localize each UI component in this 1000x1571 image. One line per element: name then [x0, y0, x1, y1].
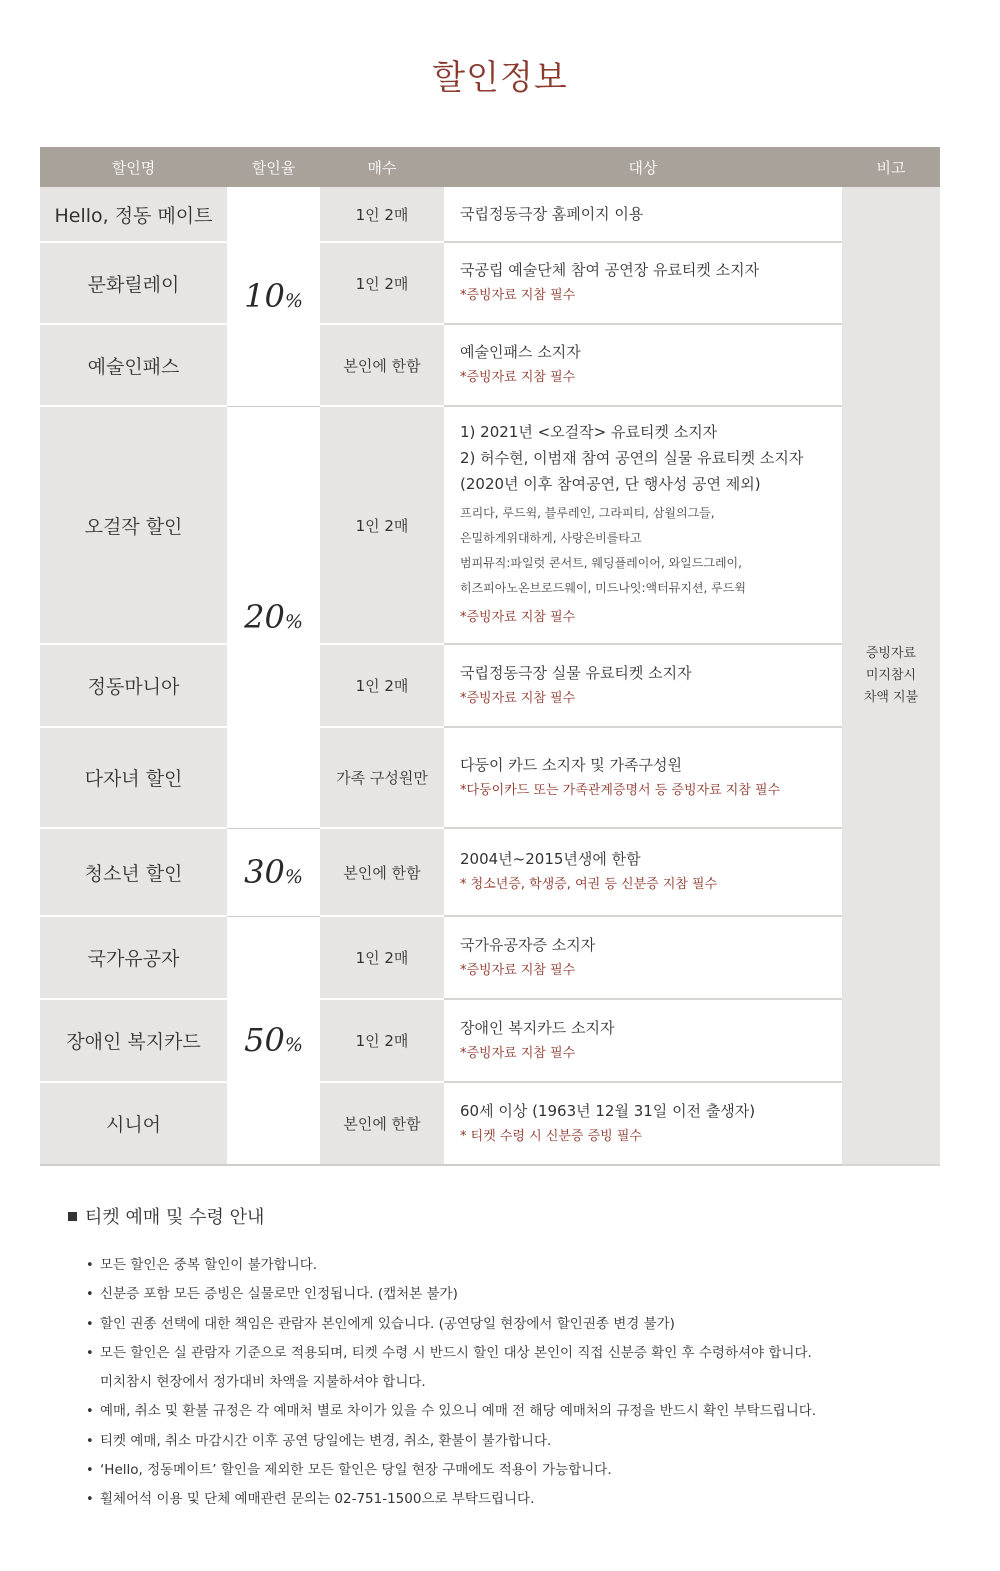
- table-row: [40, 727, 940, 828]
- rate-unit: %: [284, 611, 303, 633]
- page-title: 할인정보: [432, 58, 568, 98]
- required-note: * 티켓 수령 시 신분증 증빙 필수: [460, 1128, 642, 1144]
- ticket-count: 1인 2매: [320, 644, 444, 727]
- ticket-count: 1인 2매: [320, 187, 444, 242]
- guide-item-text: ‘Hello, 정동메이트’ 할인을 제외한 모든 할인은 당일 현장 구매에도 적용이 가능합니다.: [100, 1462, 612, 1479]
- guide-item-text: 모든 할인은 실 관람자 기준으로 적용되며, 티켓 수령 시 반드시 할인 대상 본인이 직접 신분증 확인 후 수령하셔야 합니다.: [100, 1344, 812, 1361]
- discount-name: 문화릴레이: [40, 242, 227, 324]
- rate-unit: %: [284, 866, 303, 888]
- guide-item-text: 티켓 예매, 취소 마감시간 이후 공연 당일에는 변경, 취소, 환불이 불가합니다.: [100, 1432, 552, 1449]
- guide-item-text: 할인 권종 선택에 대한 책임은 관람자 본인에게 있습니다. (공연당일 현장에서 할인권종 변경 불가): [100, 1315, 675, 1332]
- rate-10: [227, 187, 320, 406]
- remark-line: 증빙자료: [865, 645, 917, 661]
- target-line: (2020년 이후 참여공연, 단 행사성 공연 제외): [460, 475, 761, 493]
- ticket-count: 1인 2매: [320, 406, 444, 644]
- table-row: [40, 242, 940, 324]
- rate-50: [227, 916, 320, 1165]
- target-cell: [444, 187, 842, 242]
- ticket-count: 본인에 한함: [320, 828, 444, 916]
- target-cell: [444, 828, 842, 916]
- table-row: [40, 324, 940, 406]
- discount-table: [40, 147, 940, 1166]
- bullet-icon: •: [86, 1287, 94, 1303]
- rate-unit: %: [284, 1034, 303, 1057]
- table-row: [40, 999, 940, 1082]
- table-row: [40, 916, 940, 999]
- discount-name: Hello, 정동 메이트: [40, 187, 227, 242]
- required-note: *다둥이카드 또는 가족관계증명서 등 증빙자료 지참 필수: [460, 782, 781, 798]
- list-item: [86, 1339, 948, 1368]
- target-cell: [444, 406, 842, 644]
- target-cell: [444, 644, 842, 727]
- target-line: 예술인패스 소지자: [460, 343, 581, 361]
- list-item: [86, 1280, 948, 1309]
- required-note: *증빙자료 지참 필수: [460, 1045, 576, 1061]
- target-cell: [444, 999, 842, 1082]
- square-bullet-icon: [68, 1212, 77, 1221]
- bullet-icon: •: [86, 1433, 94, 1449]
- remark-cell: [842, 187, 940, 1165]
- guide-item-text: 휠체어석 이용 및 단체 예매관련 문의는 02-751-1500으로 부탁드립니다.: [100, 1491, 535, 1508]
- guide-item-text: 예매, 취소 및 환불 규정은 각 예매처 별로 차이가 있을 수 있으니 예매 전 해당 예매처의 규정을 반드시 확인 부탁드립니다.: [100, 1403, 817, 1420]
- table-row: [40, 1082, 940, 1165]
- required-note: *증빙자료 지참 필수: [460, 962, 576, 978]
- list-item: [86, 1456, 948, 1485]
- target-line: 국공립 예술단체 참여 공연장 유료티켓 소지자: [460, 261, 760, 279]
- table-header-row: [40, 147, 940, 187]
- rate-20: [227, 406, 320, 828]
- ticket-count: 1인 2매: [320, 999, 444, 1082]
- bullet-icon: •: [86, 1492, 94, 1508]
- bullet-icon: •: [86, 1463, 94, 1479]
- target-cell: [444, 242, 842, 324]
- bullet-icon: •: [86, 1258, 94, 1273]
- rate-number: 20: [244, 598, 285, 636]
- bullet-icon: •: [86, 1345, 94, 1361]
- required-note: *증빙자료 지참 필수: [460, 370, 576, 385]
- table-row: [40, 406, 940, 644]
- remark-line: 차액 지불: [863, 689, 919, 705]
- ticket-count: 본인에 한함: [320, 1082, 444, 1165]
- bullet-icon: •: [86, 1316, 94, 1332]
- rate-number: 10: [244, 277, 285, 316]
- show-list-line: 히즈피아노온브로드웨이, 미드나잇:액터뮤지션, 루드윅: [460, 581, 746, 595]
- header-rate: 할인율: [227, 147, 320, 187]
- list-item: [86, 1251, 948, 1280]
- target-cell: [444, 727, 842, 828]
- guide-item-text: 미치참시 현장에서 정가대비 차액을 지불하셔야 합니다.: [100, 1374, 426, 1391]
- header-name: 할인명: [40, 147, 227, 187]
- ticket-count: 본인에 한함: [320, 324, 444, 406]
- rate-number: 50: [244, 1021, 285, 1060]
- target-line: 국립정동극장 실물 유료티켓 소지자: [460, 663, 692, 682]
- discount-name: 국가유공자: [40, 916, 227, 999]
- discount-name: 정동마니아: [40, 644, 227, 727]
- guide-title: [68, 1203, 948, 1229]
- required-note: *증빙자료 지참 필수: [460, 610, 576, 625]
- table-row: [40, 644, 940, 727]
- required-note: *증빙자료 지참 필수: [460, 690, 576, 706]
- target-cell: [444, 324, 842, 406]
- discount-name: 청소년 할인: [40, 828, 227, 916]
- table-row: [40, 187, 940, 242]
- list-item: [86, 1310, 948, 1339]
- target-line: 국립정동극장 홈페이지 이용: [460, 205, 644, 223]
- header-count: 매수: [320, 147, 444, 187]
- list-item: [86, 1485, 948, 1514]
- discount-name: 예술인패스: [40, 324, 227, 406]
- target-line: 60세 이상 (1963년 12월 31일 이전 출생자): [460, 1101, 756, 1120]
- target-cell: [444, 1082, 842, 1165]
- target-line: 2) 허수현, 이범재 참여 공연의 실물 유료티켓 소지자: [460, 449, 804, 467]
- discount-name: 다자녀 할인: [40, 727, 227, 828]
- show-list-line: 범피뮤직:파일럿 콘서트, 웨딩플레이어, 와일드그레이,: [460, 556, 742, 570]
- show-list-line: 프리다, 루드윅, 블루레인, 그라피티, 삼월의그들,: [460, 506, 715, 520]
- bullet-icon: •: [86, 1404, 94, 1420]
- remark-line: 미지참시: [865, 667, 917, 683]
- rate-unit: %: [284, 290, 303, 313]
- header-note: 비고: [842, 147, 940, 187]
- guide-title-text: 티켓 예매 및 수령 안내: [85, 1207, 265, 1228]
- show-list-line: 은밀하게위대하게, 사랑은비를타고: [460, 531, 642, 545]
- target-line: 1) 2021년 <오걸작> 유료티켓 소지자: [460, 423, 718, 441]
- discount-name: 장애인 복지카드: [40, 999, 227, 1082]
- discount-name: 오걸작 할인: [40, 406, 227, 644]
- target-line: 2004년~2015년생에 한함: [460, 850, 641, 868]
- target-line: 장애인 복지카드 소지자: [460, 1018, 615, 1037]
- list-item: [86, 1397, 948, 1426]
- rate-30: [227, 828, 320, 916]
- list-item-continuation: [86, 1368, 948, 1397]
- rate-number: 30: [244, 853, 285, 891]
- ticket-guide: [68, 1203, 948, 1515]
- guide-list: [68, 1251, 948, 1515]
- ticket-count: 1인 2매: [320, 242, 444, 324]
- target-line: 다둥이 카드 소지자 및 가족구성원: [460, 755, 682, 774]
- discount-name: 시니어: [40, 1082, 227, 1165]
- table-row: [40, 828, 940, 916]
- ticket-count: 1인 2매: [320, 916, 444, 999]
- required-note: * 청소년증, 학생증, 여권 등 신분증 지참 필수: [460, 877, 718, 892]
- header-target: 대상: [444, 147, 842, 187]
- target-line: 국가유공자증 소지자: [460, 935, 596, 954]
- ticket-count: 가족 구성원만: [320, 727, 444, 828]
- guide-item-text: 신분증 포함 모든 증빙은 실물로만 인정됩니다. (캡처본 불가): [100, 1286, 458, 1303]
- target-cell: [444, 916, 842, 999]
- guide-item-text: 모든 할인은 중복 할인이 불가합니다.: [100, 1257, 318, 1273]
- required-note: *증빙자료 지참 필수: [460, 288, 576, 303]
- list-item: [86, 1427, 948, 1456]
